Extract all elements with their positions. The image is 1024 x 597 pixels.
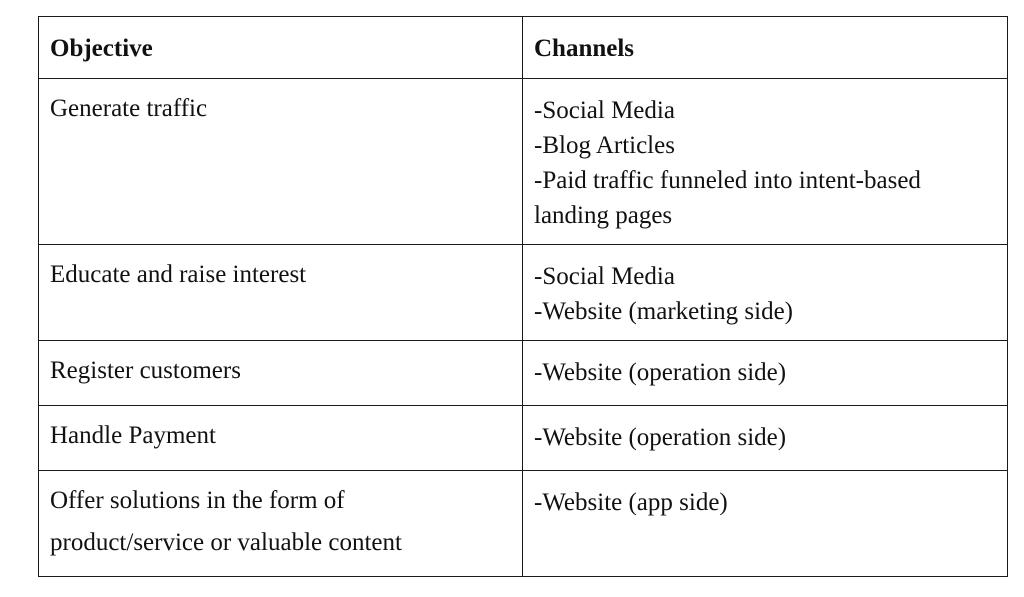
- channel-item: landing pages: [534, 202, 673, 229]
- table-row: [39, 406, 1008, 471]
- channels-cell: [523, 471, 1008, 577]
- objective-cell: [39, 406, 523, 471]
- table-header-row: [39, 17, 1008, 79]
- table-row: [39, 79, 1008, 245]
- objective-cell: [39, 471, 523, 577]
- channel-item: -Website (operation side): [534, 424, 787, 451]
- objective-text: Register customers: [50, 357, 241, 384]
- table-row: [39, 245, 1008, 341]
- objective-cell: [39, 79, 523, 245]
- channels-cell: [523, 406, 1008, 471]
- channel-item: -Website (marketing side): [534, 298, 794, 325]
- channels-cell: [523, 245, 1008, 341]
- channels-cell: [523, 79, 1008, 245]
- channel-item: -Website (operation side): [534, 359, 787, 386]
- objectives-channels-table: [38, 16, 1008, 577]
- table-row: [39, 341, 1008, 406]
- objective-cell: [39, 341, 523, 406]
- channel-item: -Social Media: [534, 263, 675, 290]
- channel-item: -Paid traffic funneled into intent-based: [534, 167, 921, 194]
- objective-text: Educate and raise interest: [50, 261, 307, 288]
- objective-cell: [39, 245, 523, 341]
- channel-item: -Social Media: [534, 97, 675, 124]
- objective-text: Handle Payment: [50, 422, 216, 449]
- column-header-channels: Channels: [523, 17, 1008, 79]
- objective-text: product/service or valuable content: [50, 529, 402, 556]
- objective-text: Generate traffic: [50, 95, 208, 122]
- column-header-objective: Objective: [39, 17, 523, 79]
- channel-item: -Blog Articles: [534, 132, 675, 159]
- channel-item: -Website (app side): [534, 489, 728, 516]
- objective-text: Offer solutions in the form of: [50, 487, 345, 514]
- table-row: [39, 471, 1008, 577]
- channels-cell: [523, 341, 1008, 406]
